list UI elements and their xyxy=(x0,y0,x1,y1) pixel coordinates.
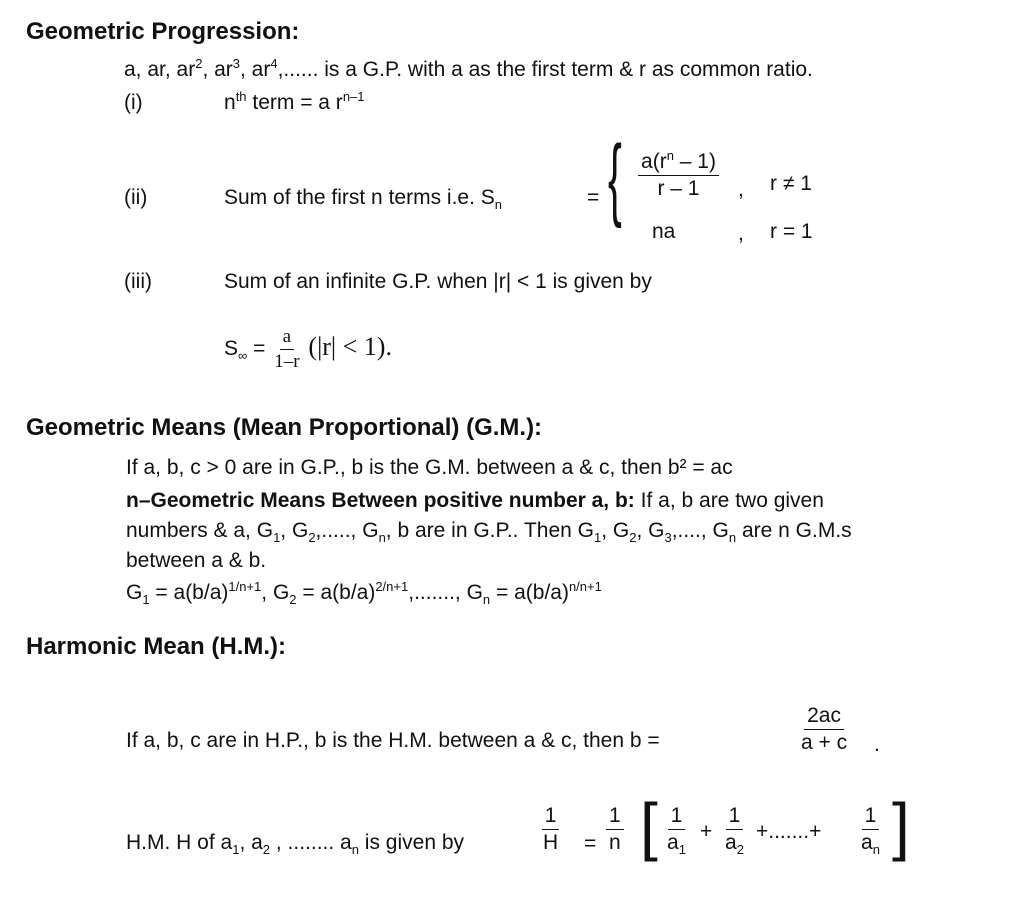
left-bracket: [ xyxy=(640,790,658,862)
gm-line4: between a & b. xyxy=(126,549,267,572)
gm-line3: numbers & a, $G_1$, $G_2$,....., $G_n$, b are in G.P.. Then $G_1$, $G_2$, $G_3$,...., $G_n$ are n G.M.s xyxy=(126,519,852,545)
hm-period: . xyxy=(874,733,880,756)
hm-term-2: $\frac{1}{a_2}$ xyxy=(725,804,744,858)
hm-term-1: $\frac{1}{a_1}$ xyxy=(667,804,686,858)
gm-line5: $G_1 = a(b/a)^{1/n+1}$, $G_2 = a(b/a)^{2/n+1}$,......., $G_n = a(b/a)^{n/n+1}$ xyxy=(126,579,602,607)
case2-comma: , xyxy=(738,222,744,245)
hm-plus-1: + xyxy=(700,820,713,843)
hm-line1: If a, b, c are in H.P., b is the H.M. between a & c, then b = xyxy=(126,729,660,752)
right-bracket: ] xyxy=(892,790,910,862)
gm-line2: n–Geometric Means Between positive number a, b: If a, b are two given xyxy=(126,489,824,512)
hm-term-n: $\frac{1}{a_n}$ xyxy=(861,804,880,858)
hm-heading: Harmonic Mean (H.M.): xyxy=(26,633,287,660)
gp-heading: Geometric Progression: xyxy=(26,18,300,45)
item-iii-label: (iii) xyxy=(124,270,152,293)
sum-infinity-formula: $S_\infty$ = $\frac{a}{1-r}$ (|r| < 1). xyxy=(224,326,392,372)
item-ii-label: (ii) xyxy=(124,186,148,209)
gm-line1: If a, b, c > 0 are in G.P., b is the G.M. between a & c, then b² = ac xyxy=(126,456,733,479)
sum-n-equals: = xyxy=(587,186,600,209)
hm-line2-text: H.M. H of $a_1$, $a_2$ , ........ $a_n$ is given by xyxy=(126,831,465,857)
hm-formula-equals: = xyxy=(584,832,597,855)
infinite-gp-text: Sum of an infinite G.P. when |r| < 1 is given by xyxy=(224,270,652,293)
case1-comma: , xyxy=(738,178,744,201)
nth-term-formula: $n^{th}$ term = a $r^{n-1}$ xyxy=(224,89,365,114)
item-i-label: (i) xyxy=(124,91,143,114)
sum-n-text: Sum of the first n terms i.e. $S_n$ xyxy=(224,186,502,212)
gm-heading: Geometric Means (Mean Proportional) (G.M.): xyxy=(26,414,543,441)
hm-formula-lhs: $\frac{1}{H}$ xyxy=(543,804,559,855)
case1-condition: r ≠ 1 xyxy=(770,172,812,195)
hm-fraction: $\frac{2ac}{a + c}$ xyxy=(801,704,848,755)
case2-condition: r = 1 xyxy=(770,220,813,243)
hm-plus-ellipsis: +.......+ xyxy=(756,820,822,843)
sum-n-case1-fraction: $\frac{a(r^n - 1)}{r - 1}$ xyxy=(638,150,719,201)
gp-intro: a, ar, $ar^2$, $ar^3$, $ar^4$,...... is a G.P. with a as the first term & r as common ratio. xyxy=(124,56,813,81)
piecewise-brace: { xyxy=(608,127,622,229)
case2-value: na xyxy=(652,220,676,243)
hm-formula-one-over-n: $\frac{1}{n}$ xyxy=(606,804,624,855)
